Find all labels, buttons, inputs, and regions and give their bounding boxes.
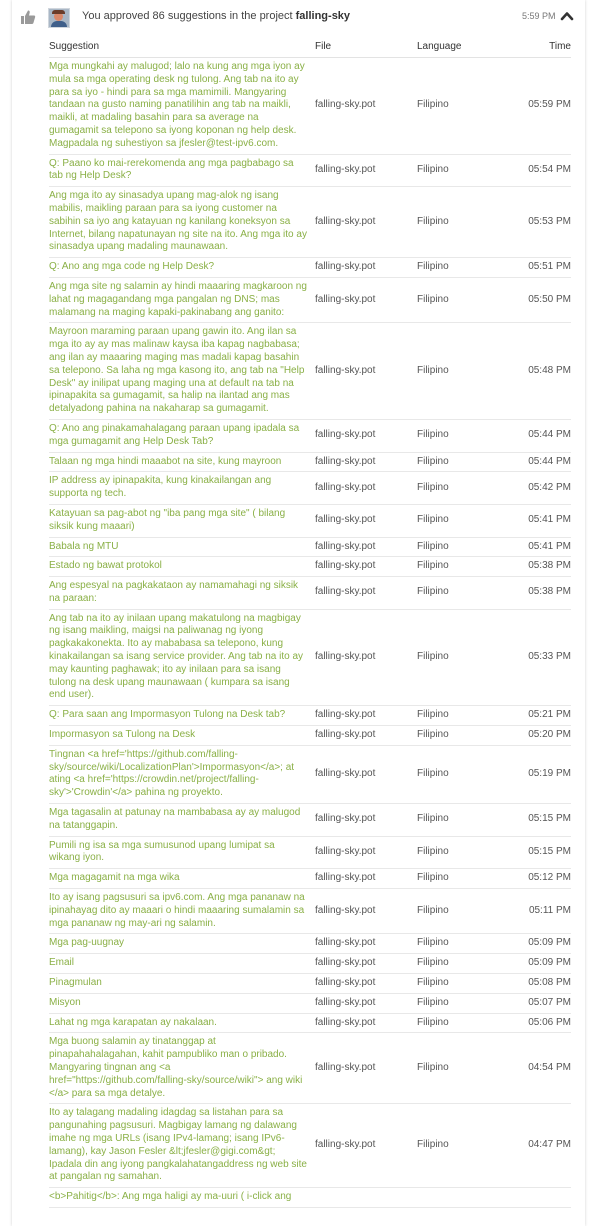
- file-cell: falling-sky.pot: [315, 1104, 417, 1188]
- time-cell: 04:47 PM: [509, 1104, 571, 1188]
- time-cell: 05:21 PM: [509, 706, 571, 726]
- table-row: [49, 726, 571, 746]
- table-row: [49, 557, 571, 577]
- time-cell: 05:06 PM: [509, 1013, 571, 1033]
- suggestion-link[interactable]: <b>Pahitig</b>: Ang mga haligi ay ma-uuri ( i-click ang: [49, 1188, 315, 1208]
- suggestion-link[interactable]: Mga tagasalin at patunay na mambabasa ay ay malugod na tatanggapin.: [49, 804, 315, 837]
- file-cell: falling-sky.pot: [315, 277, 417, 322]
- language-cell: Filipino: [417, 609, 509, 706]
- table-row: [49, 934, 571, 954]
- language-cell: Filipino: [417, 889, 509, 934]
- table-row: [49, 419, 571, 452]
- suggestion-link[interactable]: Lahat ng mga karapatan ay nakalaan.: [49, 1013, 315, 1033]
- table-row: [49, 745, 571, 803]
- time-cell: 05:48 PM: [509, 323, 571, 420]
- suggestions-table: [49, 36, 571, 1208]
- table-header-row: [49, 36, 571, 58]
- suggestion-link[interactable]: Mayroon maraming paraan upang gawin ito. Ang ilan sa mga ito ay ay mas malinaw kaysa iba kapag nagbabasa; ang ilan ay maaaring maging mas madali kapag basahin sa telepono. Sa laha ng mga kasong ito, ang tab na "Help Desk" ay inilipat upang maging una at default na tab na ipinapakita sa gumagamit, sa halip na ilantad ang mas detalyadong pahina na nakaharap sa gumagamit.: [49, 323, 315, 420]
- time-cell: 05:38 PM: [509, 557, 571, 577]
- suggestion-link[interactable]: IP address ay ipinapakita, kung kinakailangan ang supporta ng tech.: [49, 472, 315, 505]
- suggestion-link[interactable]: Mga buong salamin ay tinatanggap at pinapahahalagahan, kahit pampubliko man o pribado. Mangyaring tingnan ang <a href="https://github.com/falling-sky/source/wiki"> ang wiki </a> para sa mga detalye.: [49, 1033, 315, 1104]
- file-cell: falling-sky.pot: [315, 258, 417, 278]
- suggestion-link[interactable]: Babala ng MTU: [49, 537, 315, 557]
- notification-card: [12, 0, 585, 1226]
- language-cell: Filipino: [417, 726, 509, 746]
- language-cell: Filipino: [417, 557, 509, 577]
- time-cell: 05:15 PM: [509, 836, 571, 869]
- suggestion-link[interactable]: Mga magagamit na mga wika: [49, 869, 315, 889]
- time-cell: 05:53 PM: [509, 187, 571, 258]
- time-cell: [509, 1188, 571, 1208]
- language-cell: Filipino: [417, 836, 509, 869]
- suggestion-link[interactable]: Mga pag-uugnay: [49, 934, 315, 954]
- time-cell: 05:41 PM: [509, 537, 571, 557]
- time-cell: 05:15 PM: [509, 804, 571, 837]
- language-cell: Filipino: [417, 277, 509, 322]
- table-row: [49, 537, 571, 557]
- table-row: [49, 452, 571, 472]
- language-cell: Filipino: [417, 187, 509, 258]
- file-cell: falling-sky.pot: [315, 187, 417, 258]
- table-row: [49, 258, 571, 278]
- language-cell: Filipino: [417, 869, 509, 889]
- table-row: [49, 804, 571, 837]
- language-cell: Filipino: [417, 745, 509, 803]
- language-cell: Filipino: [417, 1033, 509, 1104]
- language-cell: Filipino: [417, 934, 509, 954]
- suggestion-link[interactable]: Impormasyon sa Tulong na Desk: [49, 726, 315, 746]
- suggestion-link[interactable]: Ang mga site ng salamin ay hindi maaaring magkaroon ng lahat ng magagandang mga pangalan ng DNS; mas malamang na maging kapaki-pakinabang ang ganito:: [49, 277, 315, 322]
- time-cell: 05:33 PM: [509, 609, 571, 706]
- suggestion-link[interactable]: Ang mga ito ay sinasadya upang mag-alok ng isang mabilis, maikling paraan para sa iyong customer na sabihin sa iyo ang katayuan ng kanilang koneksyon sa Internet, bilang napatunayan ng site na ito. Ang mga ito ay sinasadya upang madaling maunawaan.: [49, 187, 315, 258]
- table-row: [49, 1104, 571, 1188]
- suggestion-link[interactable]: Pinagmulan: [49, 974, 315, 994]
- time-cell: 05:59 PM: [509, 58, 571, 155]
- suggestion-link[interactable]: Q: Para saan ang Impormasyon Tulong na Desk tab?: [49, 706, 315, 726]
- file-cell: falling-sky.pot: [315, 804, 417, 837]
- table-row: [49, 58, 571, 155]
- file-cell: falling-sky.pot: [315, 154, 417, 187]
- suggestion-link[interactable]: Tingnan <a href='https://github.com/falling-sky/source/wiki/LocalizationPlan'>Impormasyon</a>; at ating <a href='https://crowdin.net/project/falling-sky'>'Crowdin'</a> pahina ng proyekto.: [49, 745, 315, 803]
- time-cell: 05:12 PM: [509, 869, 571, 889]
- time-cell: 05:09 PM: [509, 934, 571, 954]
- table-row: [49, 869, 571, 889]
- suggestion-link[interactable]: Ang tab na ito ay inilaan upang makatulong na magbigay ng isang maikling, maigsi na paliwanag ng iyong pagkakakonekta. Ito ay mababasa sa telepono, kung kinakailangan sa isang service provider. Ang tab na ito ay may kaunting paghawak; ito ay inilaan para sa isang tulong na desk upang maunawaan ( kumpara sa isang end user).: [49, 609, 315, 706]
- time-cell: 04:54 PM: [509, 1033, 571, 1104]
- language-cell: Filipino: [417, 258, 509, 278]
- suggestion-link[interactable]: Ito ay isang pagsusuri sa ipv6.com. Ang mga pananaw na ipinahayag dito ay maaari o hindi maaaring sumalamin sa mga pananaw ng may-ari ng salamin.: [49, 889, 315, 934]
- file-cell: falling-sky.pot: [315, 323, 417, 420]
- file-cell: falling-sky.pot: [315, 993, 417, 1013]
- suggestion-link[interactable]: Q: Paano ko mai-rerekomenda ang mga pagbabago sa tab ng Help Desk?: [49, 154, 315, 187]
- file-cell: falling-sky.pot: [315, 504, 417, 537]
- suggestion-link[interactable]: Pumili ng isa sa mga sumusunod upang lumipat sa wikang iyon.: [49, 836, 315, 869]
- time-cell: 05:51 PM: [509, 258, 571, 278]
- table-row: [49, 577, 571, 610]
- table-row: [49, 504, 571, 537]
- file-cell: falling-sky.pot: [315, 58, 417, 155]
- file-cell: falling-sky.pot: [315, 472, 417, 505]
- table-row: [49, 1013, 571, 1033]
- table-body: [49, 58, 571, 1208]
- notification-header[interactable]: [12, 0, 585, 34]
- language-cell: [417, 1188, 509, 1208]
- notification-text: You approved 86 suggestions in the project falling-sky: [82, 10, 351, 22]
- table-row: [49, 889, 571, 934]
- time-cell: 05:08 PM: [509, 974, 571, 994]
- time-cell: 05:38 PM: [509, 577, 571, 610]
- time-cell: 05:07 PM: [509, 993, 571, 1013]
- file-cell: falling-sky.pot: [315, 1033, 417, 1104]
- file-cell: [315, 1188, 417, 1208]
- table-row: [49, 974, 571, 994]
- language-cell: Filipino: [417, 1013, 509, 1033]
- time-cell: 05:42 PM: [509, 472, 571, 505]
- suggestion-link[interactable]: Mga mungkahi ay malugod; lalo na kung ang mga iyon ay mula sa mga operating desk ng tulong. Ang tab na ito ay para sa iyo - hindi para sa mga mamimili. Mangyaring tandaan na gusto naming panatilihin ang tab na maikli, maikli, at madaling basahin para sa average na gumagamit sa telepono sa iyong koponan ng help desk. Magpadala ng suhestiyon sa jfesler@test-ipv6.com.: [49, 58, 315, 155]
- file-cell: falling-sky.pot: [315, 557, 417, 577]
- suggestion-link[interactable]: Q: Ano ang pinakamahalagang paraan upang ipadala sa mga gumagamit ang Help Desk Tab?: [49, 419, 315, 452]
- table-row: [49, 836, 571, 869]
- file-cell: falling-sky.pot: [315, 934, 417, 954]
- language-cell: Filipino: [417, 419, 509, 452]
- language-cell: Filipino: [417, 154, 509, 187]
- file-cell: falling-sky.pot: [315, 1013, 417, 1033]
- suggestion-link[interactable]: Katayuan sa pag-abot ng "iba pang mga site" ( bilang siksik kung maaari): [49, 504, 315, 537]
- table-row: [49, 706, 571, 726]
- suggestion-link[interactable]: Ito ay talagang madaling idagdag sa listahan para sa pangunahing pagsusuri. Magbigay lamang ng dalawang imahe ng mga URLs (isang IPv4-lamang; isang IPv6-lamang), kay Jason Fesler &lt;jfesler@gigi.com&gt; Ipadala din ang iyong pangkalahatangaddress ng web site at pangalan ng samahan.: [49, 1104, 315, 1188]
- chevron-up-icon[interactable]: [560, 10, 574, 22]
- suggestion-link[interactable]: Ang espesyal na pagkakataon ay namamahagi ng siksik na paraan:: [49, 577, 315, 610]
- table-row: [49, 609, 571, 706]
- column-header-file[interactable]: File: [315, 36, 417, 58]
- language-cell: Filipino: [417, 58, 509, 155]
- suggestion-link[interactable]: Email: [49, 954, 315, 974]
- language-cell: Filipino: [417, 1104, 509, 1188]
- time-cell: 05:20 PM: [509, 726, 571, 746]
- time-cell: 05:54 PM: [509, 154, 571, 187]
- time-cell: 05:50 PM: [509, 277, 571, 322]
- file-cell: falling-sky.pot: [315, 537, 417, 557]
- table-row: [49, 187, 571, 258]
- project-name[interactable]: falling-sky: [295, 10, 351, 22]
- table-row: [49, 1188, 571, 1208]
- table-row: [49, 472, 571, 505]
- file-cell: falling-sky.pot: [315, 452, 417, 472]
- language-cell: Filipino: [417, 452, 509, 472]
- language-cell: Filipino: [417, 804, 509, 837]
- table-row: [49, 154, 571, 187]
- file-cell: falling-sky.pot: [315, 869, 417, 889]
- language-cell: Filipino: [417, 954, 509, 974]
- table-row: [49, 954, 571, 974]
- suggestion-link[interactable]: Q: Ano ang mga code ng Help Desk?: [49, 258, 315, 278]
- language-cell: Filipino: [417, 577, 509, 610]
- column-header-time[interactable]: Time: [509, 36, 571, 58]
- file-cell: falling-sky.pot: [315, 889, 417, 934]
- column-header-suggestion[interactable]: Suggestion: [49, 36, 315, 58]
- time-cell: 05:19 PM: [509, 745, 571, 803]
- time-cell: 05:41 PM: [509, 504, 571, 537]
- column-header-language[interactable]: Language: [417, 36, 509, 58]
- suggestion-link[interactable]: Estado ng bawat protokol: [49, 557, 315, 577]
- file-cell: falling-sky.pot: [315, 745, 417, 803]
- language-cell: Filipino: [417, 974, 509, 994]
- language-cell: Filipino: [417, 537, 509, 557]
- file-cell: falling-sky.pot: [315, 609, 417, 706]
- suggestion-link[interactable]: Talaan ng mga hindi maaabot na site, kung mayroon: [49, 452, 315, 472]
- file-cell: falling-sky.pot: [315, 419, 417, 452]
- language-cell: Filipino: [417, 472, 509, 505]
- suggestion-link[interactable]: Misyon: [49, 993, 315, 1013]
- time-cell: 05:09 PM: [509, 954, 571, 974]
- table-row: [49, 323, 571, 420]
- time-cell: 05:44 PM: [509, 419, 571, 452]
- language-cell: Filipino: [417, 993, 509, 1013]
- file-cell: falling-sky.pot: [315, 974, 417, 994]
- file-cell: falling-sky.pot: [315, 726, 417, 746]
- notification-time: 5:59 PM: [522, 11, 556, 21]
- file-cell: falling-sky.pot: [315, 836, 417, 869]
- language-cell: Filipino: [417, 504, 509, 537]
- file-cell: falling-sky.pot: [315, 706, 417, 726]
- time-cell: 05:11 PM: [509, 889, 571, 934]
- file-cell: falling-sky.pot: [315, 954, 417, 974]
- avatar: [48, 8, 70, 28]
- language-cell: Filipino: [417, 706, 509, 726]
- thumbs-up-icon: [20, 9, 36, 25]
- table-row: [49, 993, 571, 1013]
- language-cell: Filipino: [417, 323, 509, 420]
- file-cell: falling-sky.pot: [315, 577, 417, 610]
- time-cell: 05:44 PM: [509, 452, 571, 472]
- table-row: [49, 1033, 571, 1104]
- table-row: [49, 277, 571, 322]
